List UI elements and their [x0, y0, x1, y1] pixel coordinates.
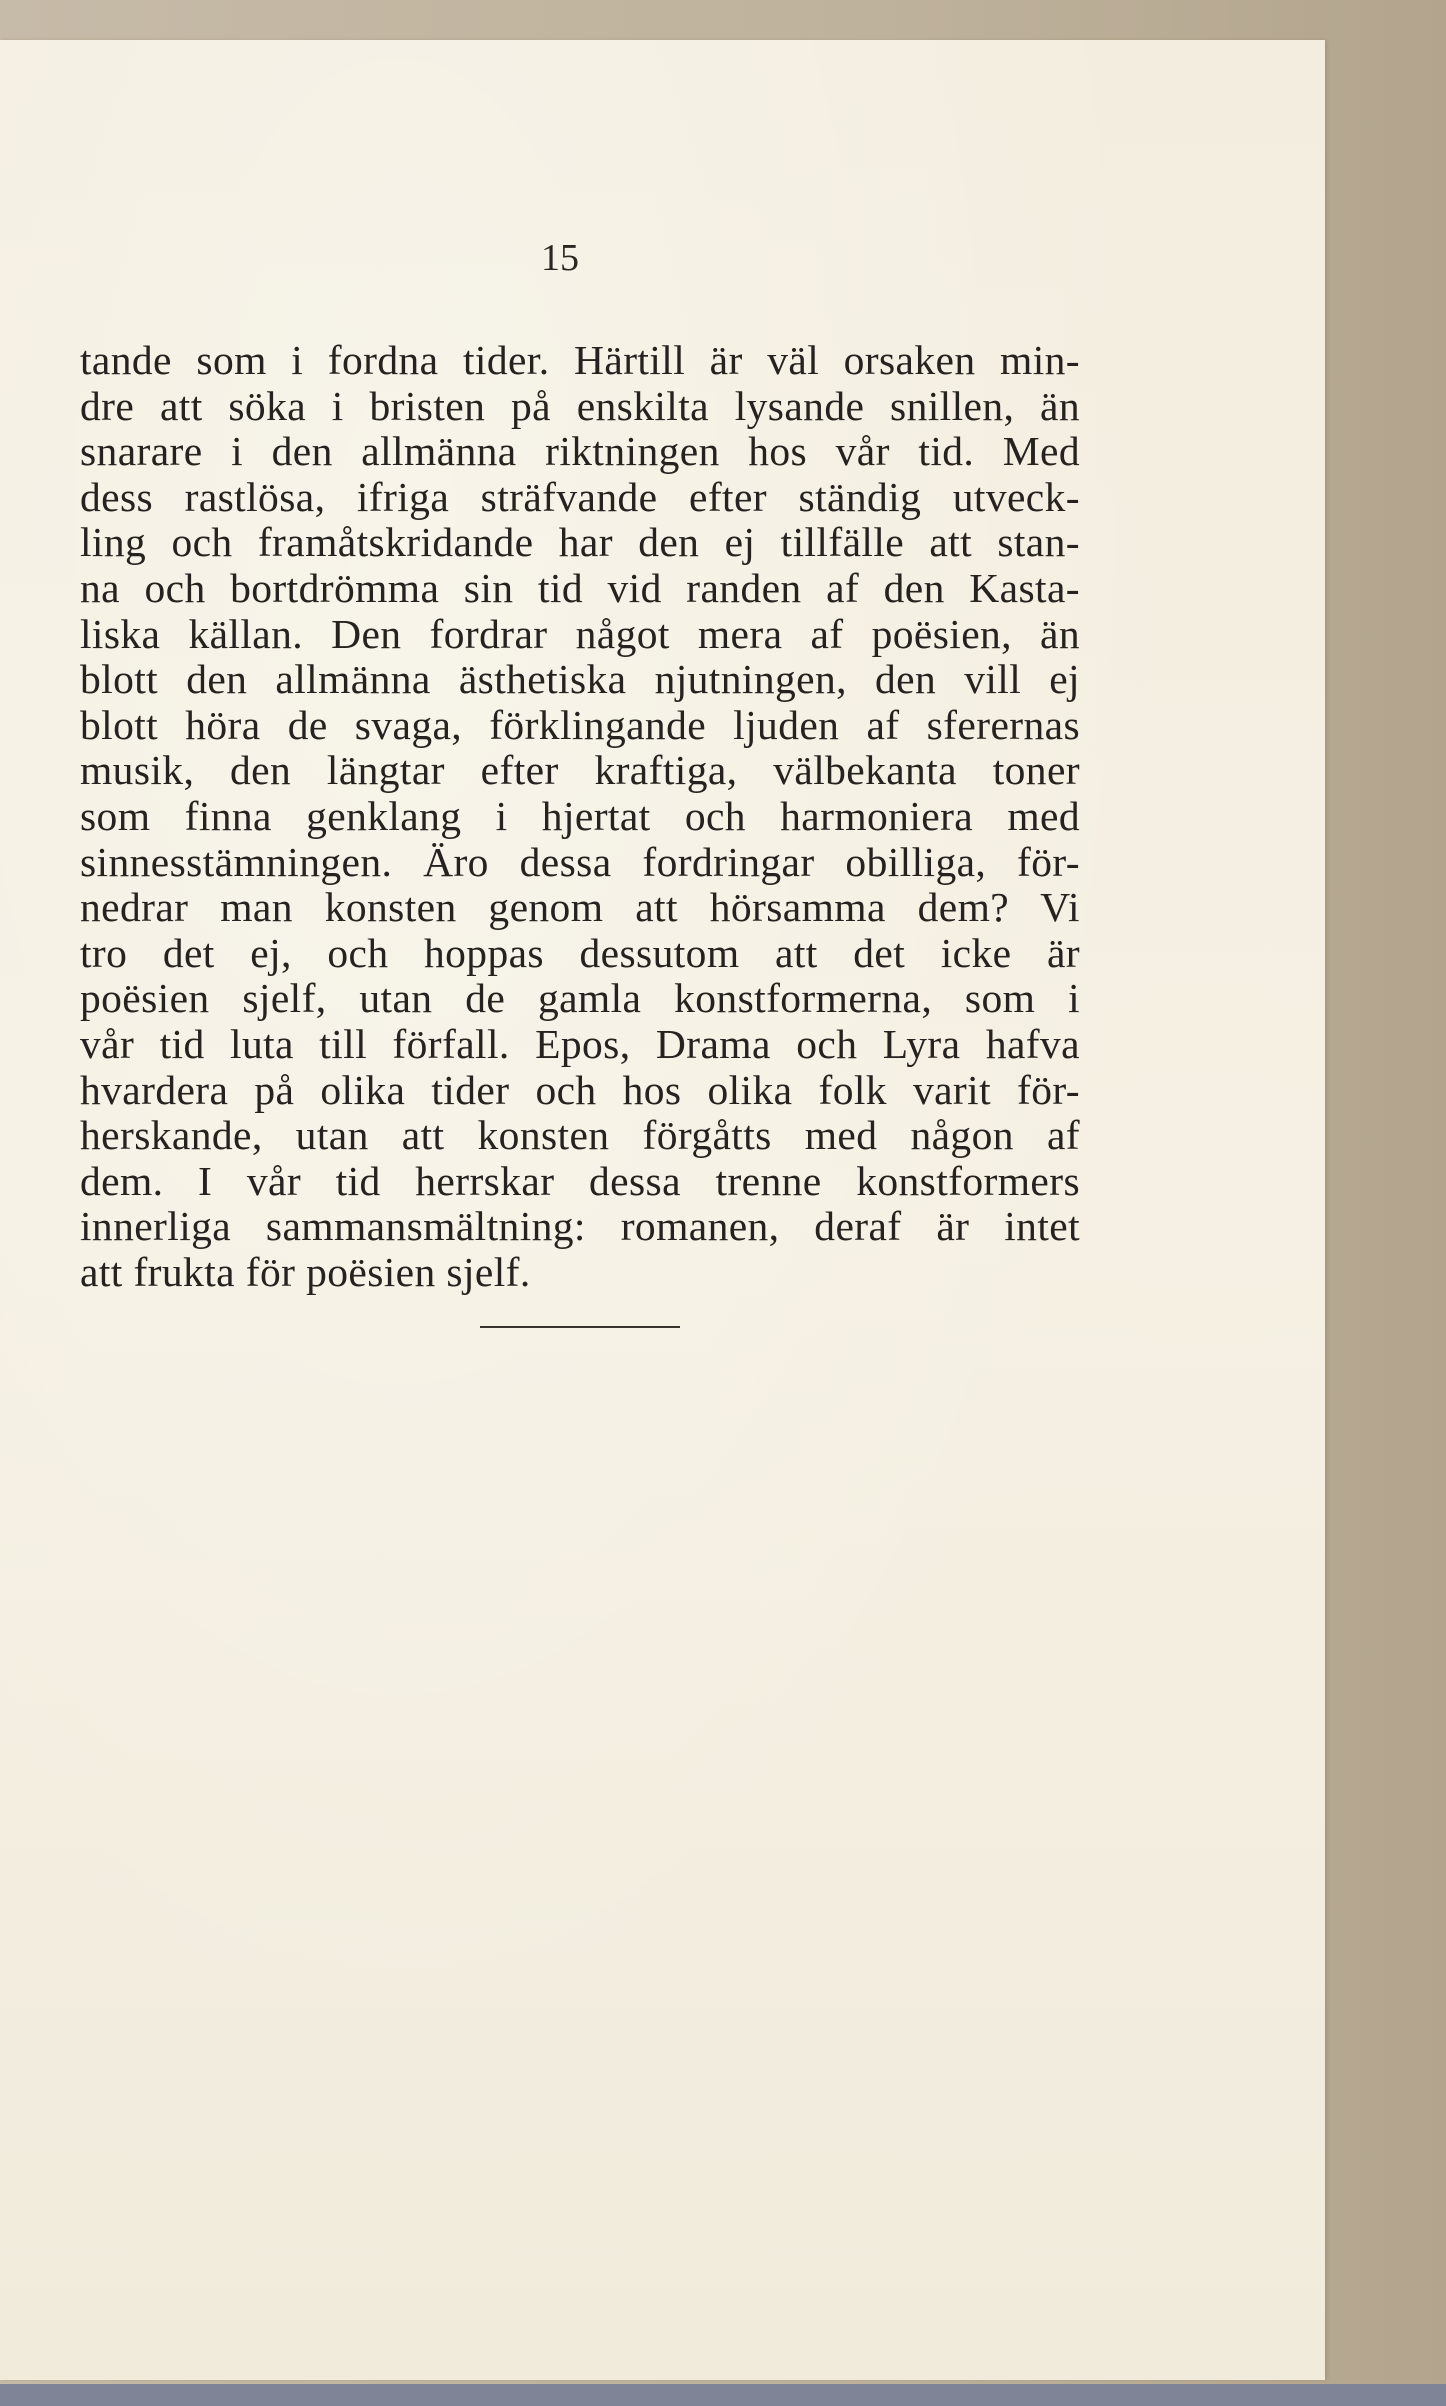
text-line: nedrar man konsten genom att hörsamma dem? Vi: [80, 884, 1080, 931]
text-line: att frukta för poësien sjelf.: [80, 1248, 531, 1295]
text-line: na och bortdrömma sin tid vid randen af den Kasta-: [80, 564, 1080, 611]
text-line: snarare i den allmänna riktningen hos vår tid. Med: [80, 428, 1080, 475]
section-divider: [480, 1326, 680, 1328]
book-page: [0, 40, 1325, 2380]
text-line: ling och framåtskridande har den ej tillfälle att stan-: [80, 519, 1080, 566]
text-line: vår tid luta till förfall. Epos, Drama och Lyra hafva: [80, 1020, 1080, 1067]
text-line: herskande, utan att konsten förgåtts med någon af: [80, 1112, 1080, 1159]
text-line: musik, den längtar efter kraftiga, välbekanta toner: [80, 747, 1080, 794]
text-line: sinnesstämningen. Äro dessa fordringar obilliga, för-: [80, 838, 1080, 885]
text-line: liska källan. Den fordrar något mera af poësien, än: [80, 610, 1080, 657]
scan-bottom-strip: [0, 2384, 1446, 2406]
text-line: som finna genklang i hjertat och harmoniera med: [80, 792, 1080, 839]
text-line: dre att söka i bristen på enskilta lysande snillen, än: [80, 382, 1080, 429]
text-line: dess rastlösa, ifriga sträfvande efter ständig utveck-: [80, 473, 1080, 520]
text-line: tro det ej, och hoppas dessutom att det icke är: [80, 929, 1080, 976]
text-line: blott höra de svaga, förklingande ljuden af sferernas: [80, 701, 1080, 748]
text-line: poësien sjelf, utan de gamla konstformerna, som i: [80, 975, 1080, 1022]
text-line: hvardera på olika tider och hos olika folk varit för-: [80, 1066, 1080, 1113]
page-number: 15: [541, 237, 579, 279]
text-line: dem. I vår tid herrskar dessa trenne konstformers: [80, 1157, 1080, 1204]
text-line: innerliga sammansmältning: romanen, deraf är intet: [80, 1203, 1080, 1250]
body-paragraph: [80, 338, 1080, 1295]
text-line: blott den allmänna ästhetiska njutningen, den vill ej: [80, 656, 1080, 703]
text-line: tande som i fordna tider. Härtill är väl orsaken min-: [80, 337, 1080, 383]
